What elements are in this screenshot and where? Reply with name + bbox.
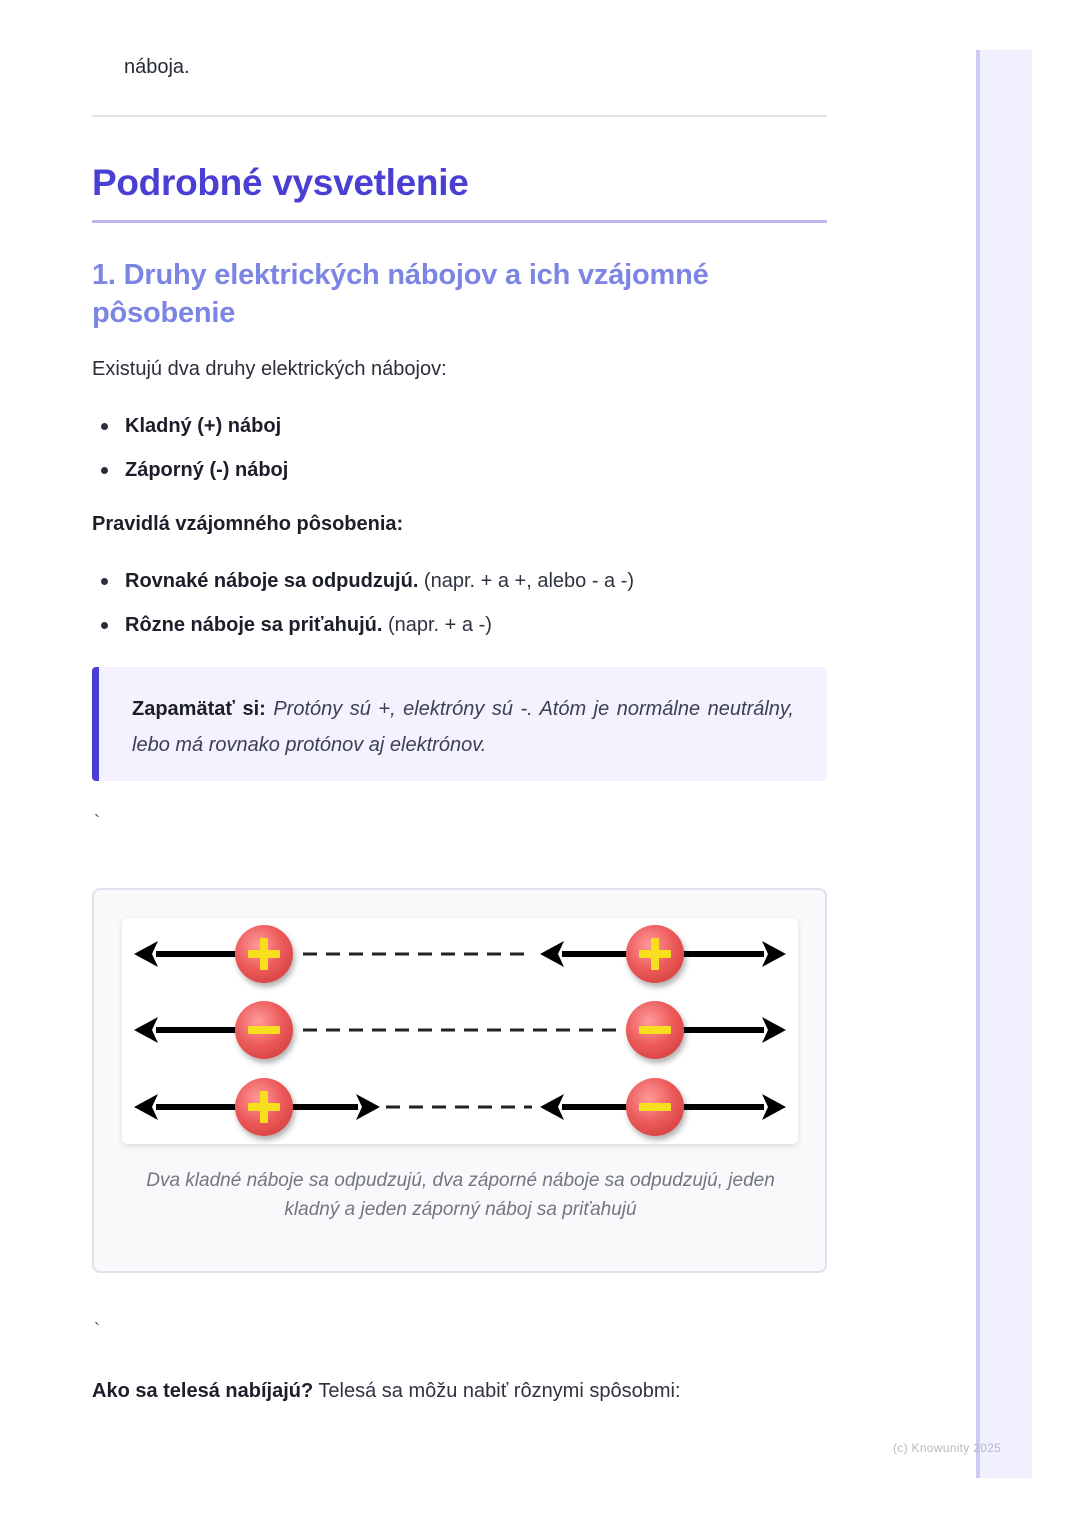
heading-underline — [92, 220, 827, 223]
outro-question: Ako sa telesá nabíjajú? — [92, 1380, 314, 1402]
positive-charge — [235, 925, 293, 983]
arrow — [540, 1094, 630, 1120]
outro-paragraph — [92, 1380, 681, 1403]
diagram-rows — [134, 925, 786, 1136]
callout-label: Zapamätať si: — [132, 698, 266, 720]
charge-types-list — [92, 414, 288, 502]
arrow-head — [540, 941, 564, 967]
outro-text: Telesá sa môžu nabiť rôznymi spôsobmi: — [313, 1380, 681, 1402]
stray-backtick: ` — [94, 1320, 100, 1340]
diagram-row — [134, 925, 786, 983]
plus-sign-v — [260, 938, 268, 970]
list-item — [92, 458, 288, 502]
list-item — [92, 414, 288, 458]
arrow-head — [540, 1094, 564, 1120]
list-item — [92, 613, 634, 657]
rule-bold: Rôzne náboje sa priťahujú. — [125, 614, 383, 636]
arrow-head — [762, 1094, 786, 1120]
list-item — [92, 569, 634, 613]
arrow — [680, 1017, 786, 1043]
charge-type-positive: Kladný (+) náboj — [125, 415, 282, 437]
arrow — [289, 1094, 380, 1120]
arrow — [134, 941, 239, 967]
minus-sign — [639, 1026, 671, 1034]
plus-sign-v — [260, 1091, 268, 1123]
arrow-head — [762, 1017, 786, 1043]
figure-caption: Dva kladné náboje sa odpudzujú, dva záporné náboje sa odpudzujú, jeden kladný a jeden záporný náboj sa priťahujú — [146, 1170, 775, 1220]
section-divider — [92, 115, 827, 117]
arrow-head — [356, 1094, 380, 1120]
rule-example: (napr. + a -) — [382, 614, 492, 636]
arrow-head — [134, 1017, 158, 1043]
positive-charge — [626, 925, 684, 983]
plus-sign-v — [651, 938, 659, 970]
negative-charge — [626, 1001, 684, 1059]
charges-diagram-svg — [122, 918, 798, 1144]
callout-text: Protóny sú +, elektróny sú -. Atóm je normálne neutrálny, lebo má rovnako protónov aj elektrónov. — [132, 698, 794, 756]
minus-sign — [639, 1103, 671, 1111]
charges-figure — [92, 888, 827, 1273]
arrow — [540, 941, 630, 967]
arrow — [134, 1094, 239, 1120]
minus-sign — [248, 1026, 280, 1034]
rules-list — [92, 569, 634, 657]
copyright-footer: (c) Knowunity 2025 — [893, 1441, 1002, 1455]
charge-type-negative: Záporný (-) náboj — [125, 459, 289, 481]
remember-callout — [92, 667, 827, 781]
arrow — [680, 941, 786, 967]
rule-bold: Rovnaké náboje sa odpudzujú. — [125, 570, 419, 592]
intro-paragraph: Existujú dva druhy elektrických nábojov: — [92, 358, 447, 380]
side-panel — [976, 50, 1032, 1478]
arrow — [680, 1094, 786, 1120]
diagram-row — [134, 1001, 786, 1059]
subsection-heading: 1. Druhy elektrických nábojov a ich vzájomné pôsobenie — [92, 259, 709, 329]
stray-backtick: ` — [94, 812, 100, 832]
rule-example: (napr. + a +, alebo - a -) — [418, 570, 635, 592]
arrow-head — [134, 1094, 158, 1120]
negative-charge — [626, 1078, 684, 1136]
rules-title: Pravidlá vzájomného pôsobenia: — [92, 513, 404, 535]
arrow-head — [762, 941, 786, 967]
continued-text: náboja. — [124, 56, 190, 78]
section-heading: Podrobné vysvetlenie — [92, 162, 469, 203]
charges-diagram — [122, 918, 798, 1144]
arrow — [134, 1017, 239, 1043]
negative-charge — [235, 1001, 293, 1059]
arrow-head — [134, 941, 158, 967]
positive-charge — [235, 1078, 293, 1136]
diagram-row — [134, 1078, 786, 1136]
